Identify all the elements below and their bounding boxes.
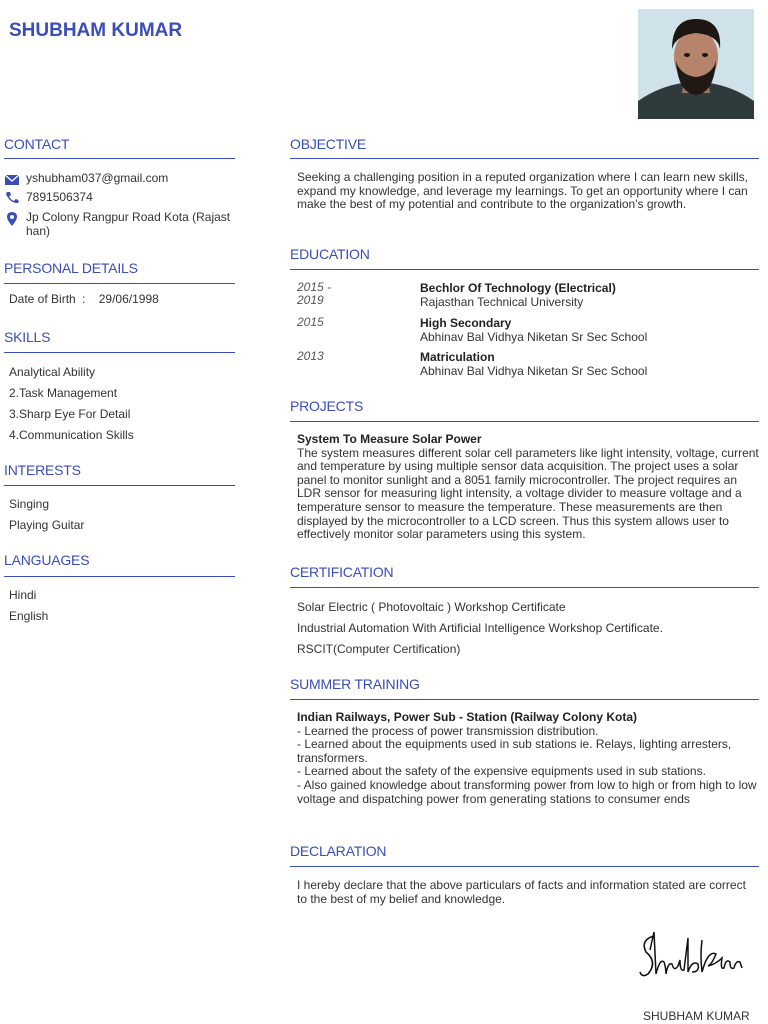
project-entry [297,433,759,542]
projects-divider [290,421,759,422]
location-pin-icon [4,211,22,227]
education-institution: Abhinav Bal Vidhya Niketan Sr Sec School [420,364,648,378]
skill-item: 2.Task Management [9,386,118,400]
year-start: 2015 - [297,280,332,294]
education-divider [290,269,759,270]
date-of-birth [9,293,159,307]
summer-training-heading: SUMMER TRAINING [290,676,420,692]
education-heading: EDUCATION [290,246,370,262]
personal-details-heading: PERSONAL DETAILS [4,260,138,276]
personal-details-divider [4,283,235,284]
signed-name: SHUBHAM KUMAR [643,1009,750,1023]
education-institution: Abhinav Bal Vidhya Niketan Sr Sec School [420,330,648,344]
contact-divider [4,158,235,159]
contact-phone[interactable] [4,191,93,205]
signature [636,928,748,986]
training-line: - Learned the process of power transmission distribution. [297,723,599,738]
skill-item: Analytical Ability [9,365,96,379]
languages-heading: LANGUAGES [4,552,90,568]
dob-label: Date of Birth [9,292,76,306]
language-item: Hindi [9,588,37,602]
skills-heading: SKILLS [4,329,51,345]
skill-item: 4.Communication Skills [9,428,134,442]
language-item: English [9,609,49,623]
objective-heading: OBJECTIVE [290,136,366,152]
year-end: 2019 [297,293,324,307]
certification-divider [290,587,759,588]
contact-heading: CONTACT [4,136,70,152]
signature-icon [636,928,748,986]
declaration-heading: DECLARATION [290,843,387,859]
certification-item: Solar Electric ( Photovoltaic ) Workshop Certificate [297,600,566,614]
education-year [297,281,331,307]
training-line: - Learned about the equipments used in sub stations ie. Relays, lighting arresters, transformers. [297,737,732,765]
education-year: 2015 [297,315,324,329]
interests-divider [4,485,235,486]
address-line-2: han) [26,223,51,238]
project-description: The system measures different solar cell parameters like light intensity, voltage, current and temperature by using multiple sensor data acquisition. The project uses a solar panel to monitor sunlight and a 8051 family microcontroller. The project requires an LDR sensor for measuring light intensity, a voltage divider to measure voltage and a temperature sensor to measure the temperature. These measurements are then displayed by the microcontroller to a LCD screen. Thus this system allows user to effectively monitor solar parameters using this system. [297,445,759,542]
training-line: - Learned about the safety of the expensive equipments used in sub stations. [297,764,706,779]
education-degree: Bechlor Of Technology (Electrical) [420,281,616,295]
certification-item: Industrial Automation With Artificial Intelligence Workshop Certificate. [297,621,663,635]
education-degree: High Secondary [420,316,512,330]
interests-heading: INTERESTS [4,462,81,478]
education-institution: Rajasthan Technical University [420,295,584,309]
certification-item: RSCIT(Computer Certification) [297,642,461,656]
profile-photo [638,9,754,119]
address-line-1: Jp Colony Rangpur Road Kota (Rajast [26,210,231,224]
languages-divider [4,576,235,577]
contact-email[interactable] [4,172,168,186]
training-line: - Also gained knowledge about transforming power from low to high or from high to low voltage and dispatching power from generating stations to consumer ends [297,777,757,806]
project-name: System To Measure Solar Power [297,432,482,446]
dob-value: 29/06/1998 [98,292,159,306]
email-text: yshubham037@gmail.com [26,171,169,185]
skill-item: 3.Sharp Eye For Detail [9,407,131,421]
objective-divider [290,158,759,159]
avatar-portrait-icon [638,9,754,119]
envelope-icon [4,172,22,185]
declaration-divider [290,866,759,867]
objective-text: Seeking a challenging position in a reputed organization where I can learn new skills, expand my knowledge, and leverage my learnings. To get an opportunity where I can make the best of my potential and contribute to the organization's growth. [297,170,748,212]
interest-item: Singing [9,497,50,511]
education-year: 2013 [297,349,324,363]
candidate-name: SHUBHAM KUMAR [9,20,183,41]
training-heading: Indian Railways, Power Sub - Station (Railway Colony Kota) [297,710,638,724]
phone-text: 7891506374 [26,190,93,204]
education-degree: Matriculation [420,350,495,364]
skills-divider [4,352,235,353]
summer-training-divider [290,699,759,700]
contact-address [4,211,238,238]
interest-item: Playing Guitar [9,518,85,532]
projects-heading: PROJECTS [290,398,364,414]
training-entry [297,711,759,806]
dob-separator: : [82,292,86,306]
certification-heading: CERTIFICATION [290,564,394,580]
declaration-text: I hereby declare that the above particulars of facts and information stated are correct to the best of my belief and knowledge. [297,878,746,906]
phone-icon [4,191,22,204]
